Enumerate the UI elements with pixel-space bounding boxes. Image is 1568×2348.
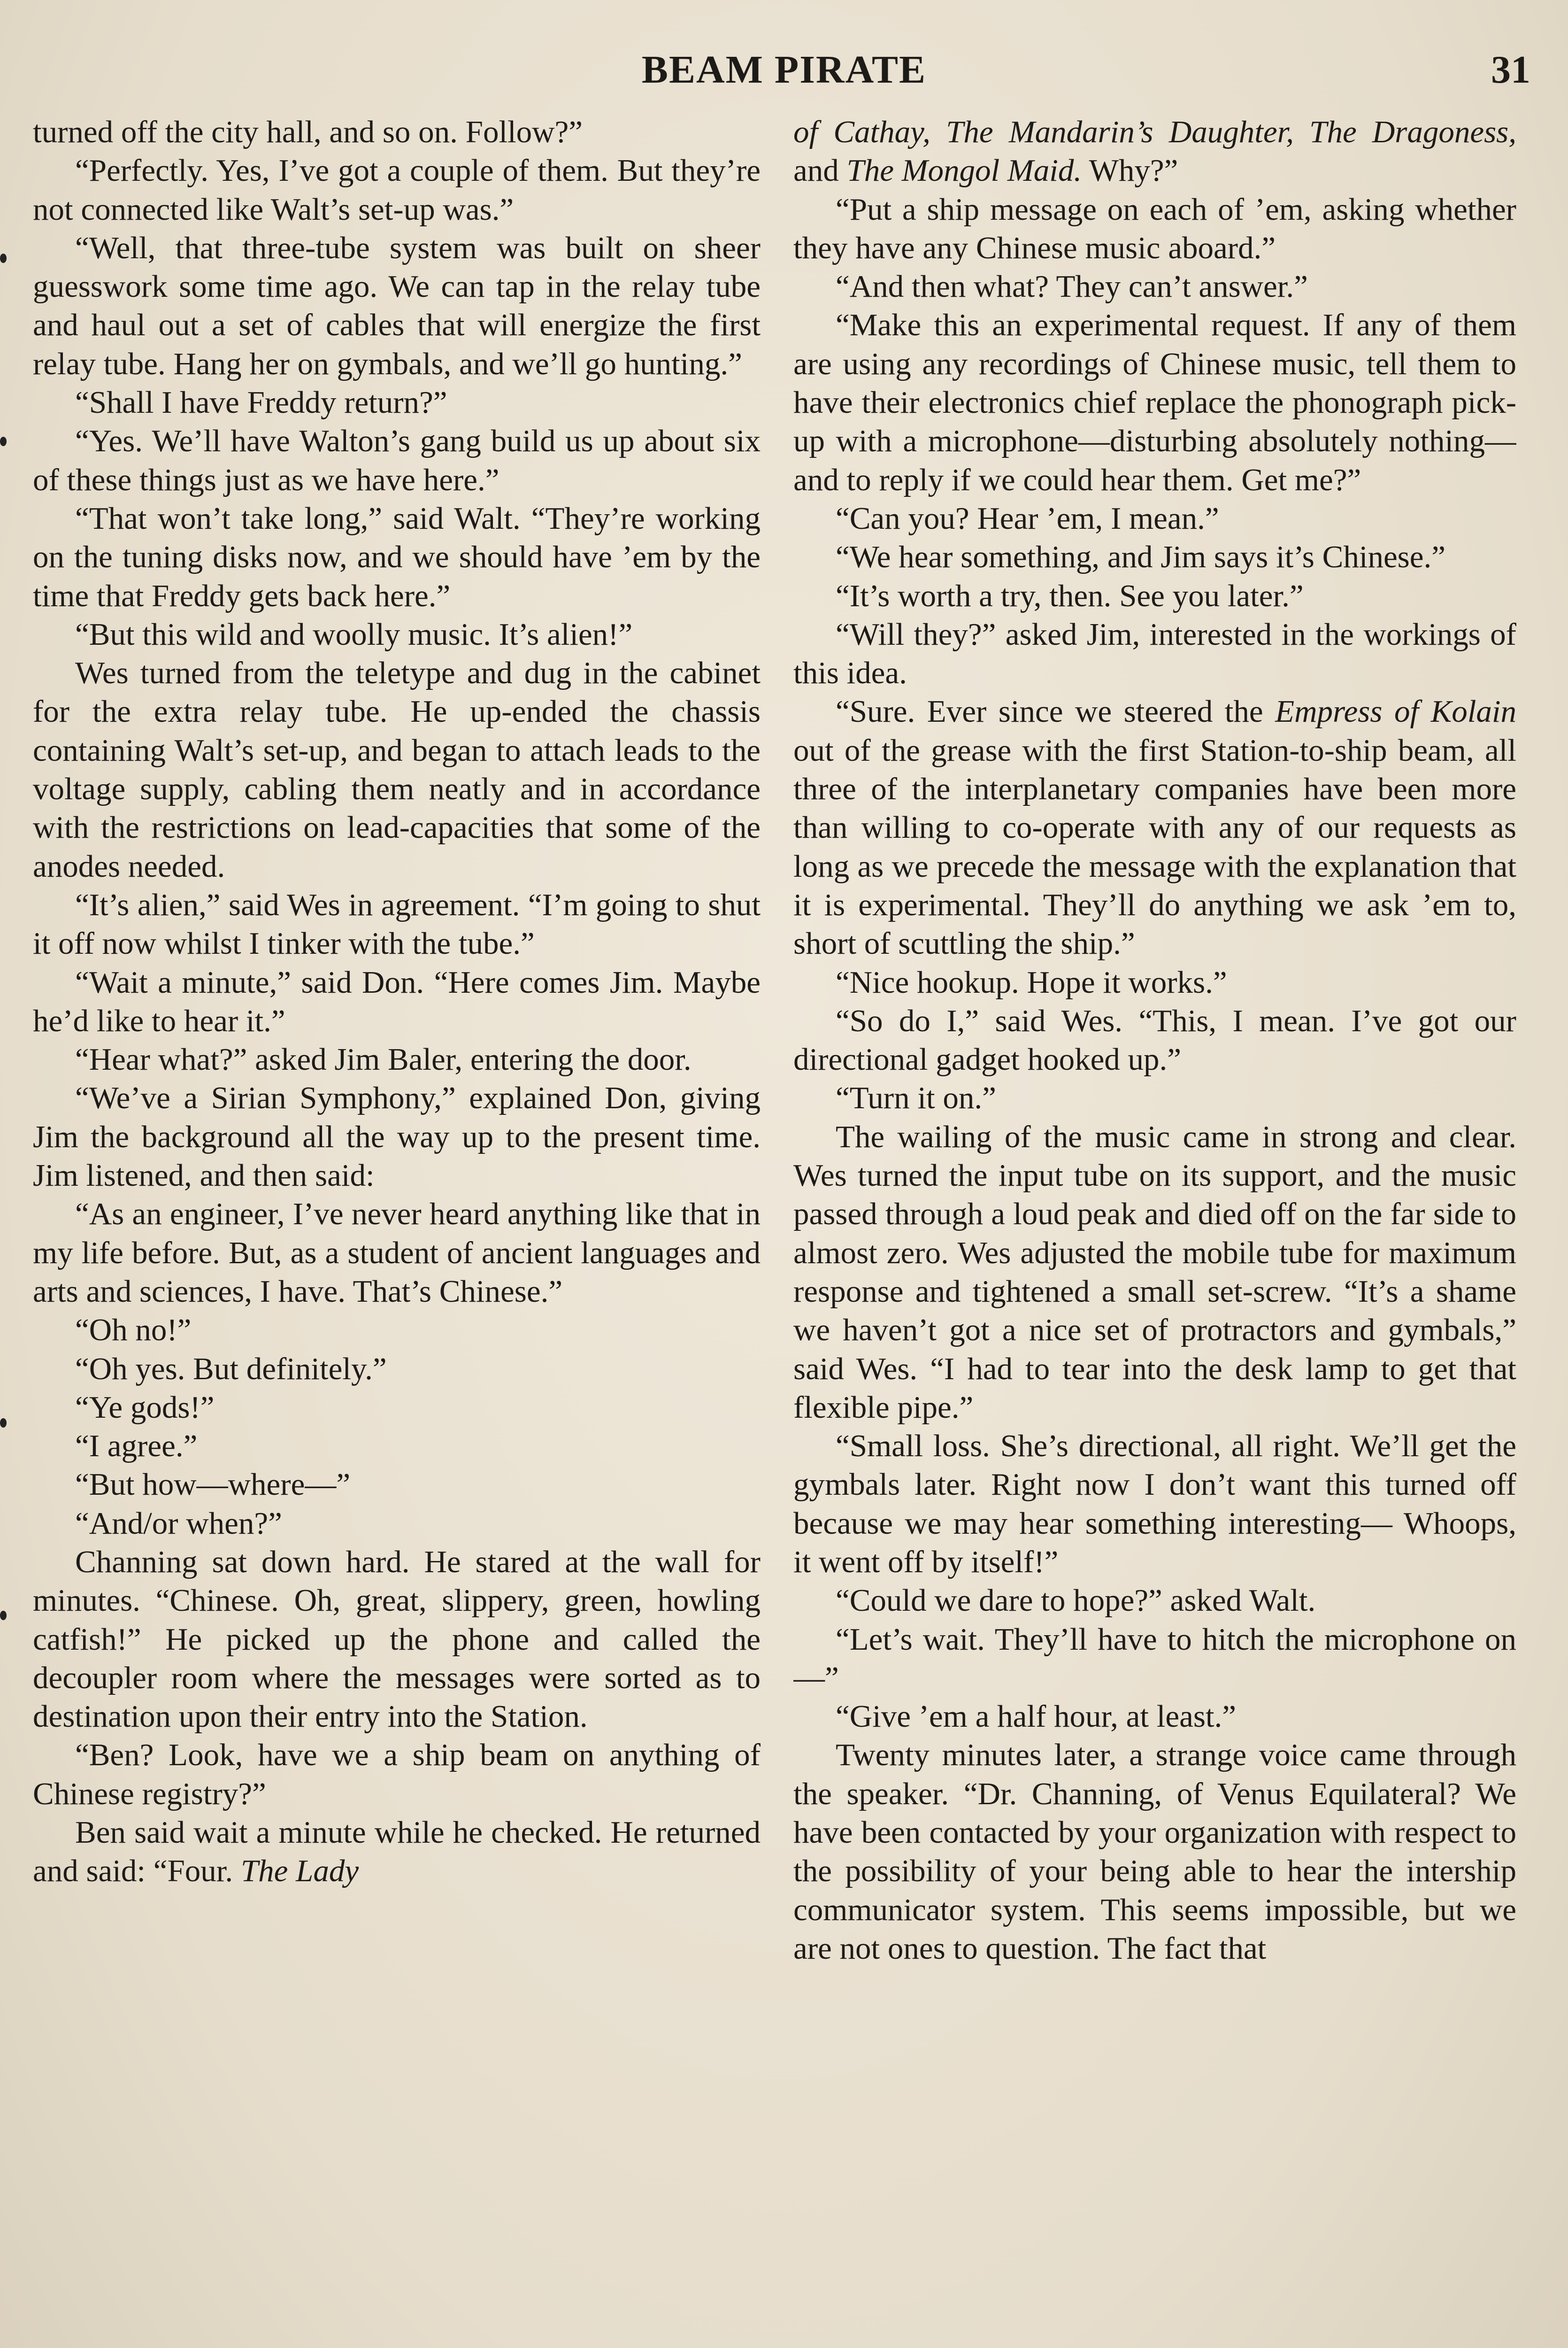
left-column bbox=[33, 113, 761, 2348]
paragraph: “But this wild and woolly music. It’s alien!” bbox=[75, 617, 633, 652]
paragraph: “Wait a minute,” said Don. “Here comes Jim. Maybe he’d like to hear it.” bbox=[33, 965, 761, 1038]
paragraph: “It’s worth a try, then. See you later.” bbox=[836, 578, 1304, 613]
paragraph: Ben said wait a minute while he checked. He returned and said: “Four. The Lady bbox=[33, 1815, 761, 1889]
paragraph: turned off the city hall, and so on. Follow?” bbox=[33, 115, 583, 149]
paragraph: “That won’t take long,” said Walt. “They’re working on the tuning disks now, and we should have ’em by the time that Freddy gets back here.” bbox=[33, 501, 761, 613]
paragraph: “Make this an experimental request. If any of them are using any recordings of Chinese music, tell them to have their electronics chief replace the phonograph pick-up with a microphone—disturbing absolutely nothing—and to reply if we could hear them. Get me?” bbox=[793, 308, 1516, 497]
paragraph: The wailing of the music came in strong and clear. Wes turned the input tube on its support, and the music passed through a loud peak and died off on the far side to almost zero. Wes adjusted the mobile tube for maximum response and tightened a small set-screw. “It’s a shame we haven’t got a nice set of protractors and gymbals,” said Wes. “I had to tear into the desk lamp to get that flexible pipe.” bbox=[793, 1119, 1516, 1425]
paragraph: “Yes. We’ll have Walton’s gang build us up about six of these things just as we have here.” bbox=[33, 424, 761, 497]
margin-mark bbox=[0, 1611, 7, 1620]
paragraph: “Will they?” asked Jim, interested in the workings of this idea. bbox=[793, 617, 1516, 691]
paragraph: “Let’s wait. They’ll have to hitch the microphone on—” bbox=[793, 1622, 1516, 1695]
paragraph: “Ben? Look, have we a ship beam on anything of Chinese registry?” bbox=[33, 1738, 761, 1811]
paragraph: Twenty minutes later, a strange voice came through the speaker. “Dr. Channing, of Venus Equilateral? We have been contacted by your organization with respect to the possibility of your being able to hear the intership communicator system. This seems impossible, but we are not ones to question. The fact that bbox=[793, 1738, 1516, 1966]
paragraph: “Shall I have Freddy return?” bbox=[75, 385, 447, 420]
paragraph: “Small loss. She’s directional, all right. We’ll get the gymbals later. Right now I don’t want this turned off because we may hear something interesting— Whoops, it went off by itself!” bbox=[793, 1429, 1516, 1579]
paragraph: “As an engineer, I’ve never heard anything like that in my life before. But, as a student of ancient languages and arts and sciences, I have. That’s Chinese.” bbox=[33, 1197, 761, 1309]
right-column bbox=[793, 113, 1516, 2348]
paragraph: “Oh no!” bbox=[75, 1313, 192, 1348]
paragraph: “Can you? Hear ’em, I mean.” bbox=[836, 501, 1219, 536]
running-title: BEAM PIRATE bbox=[641, 48, 927, 92]
margin-mark bbox=[0, 1418, 7, 1428]
paragraph: “Turn it on.” bbox=[836, 1081, 996, 1116]
paragraph: “Hear what?” asked Jim Baler, entering the door. bbox=[75, 1042, 692, 1077]
paragraph: of Cathay, The Mandarin’s Daughter, The Dragoness, and The Mongol Maid. Why?” bbox=[793, 115, 1516, 188]
paragraph: “So do I,” said Wes. “This, I mean. I’ve got our directional gadget hooked up.” bbox=[793, 1003, 1516, 1077]
margin-mark bbox=[0, 254, 7, 263]
paragraph: “Give ’em a half hour, at least.” bbox=[836, 1699, 1237, 1734]
paragraph: “We’ve a Sirian Symphony,” explained Don, giving Jim the background all the way up to the present time. Jim listened, and then said: bbox=[33, 1081, 761, 1193]
paragraph: “And then what? They can’t answer.” bbox=[836, 269, 1308, 304]
paragraph: “And/or when?” bbox=[75, 1506, 282, 1541]
paragraph: Channing sat down hard. He stared at the wall for minutes. “Chinese. Oh, great, slippery, green, howling catfish!” He picked up the phone and called the decoupler room where the messages were sorted as to destination upon their entry into the Station. bbox=[33, 1544, 761, 1734]
paragraph: “Oh yes. But definitely.” bbox=[75, 1351, 387, 1386]
margin-mark bbox=[0, 437, 7, 446]
paragraph: “Well, that three-tube system was built on sheer guesswork some time ago. We can tap in the relay tube and haul out a set of cables that will energize the first relay tube. Hang her on gymbals, and we’ll go hunting.” bbox=[33, 230, 761, 381]
page-number: 31 bbox=[1491, 48, 1530, 92]
running-header bbox=[28, 47, 1540, 108]
paragraph: “It’s alien,” said Wes in agreement. “I’m going to shut it off now whilst I tinker with the tube.” bbox=[33, 887, 761, 961]
paragraph: “We hear something, and Jim says it’s Chinese.” bbox=[836, 540, 1445, 575]
paragraph: “Ye gods!” bbox=[75, 1390, 215, 1425]
paragraph: “Nice hookup. Hope it works.” bbox=[836, 965, 1227, 1000]
paragraph: “Perfectly. Yes, I’ve got a couple of them. But they’re not connected like Walt’s set-up was.” bbox=[33, 153, 761, 227]
paragraph: “I agree.” bbox=[75, 1429, 198, 1464]
paragraph: “But how—where—” bbox=[75, 1467, 351, 1502]
paragraph: Wes turned from the teletype and dug in the cabinet for the extra relay tube. He up-ended the chassis containing Walt’s set-up, and began to attach leads to the voltage supply, cabling them neatly and in accordance with the restrictions on lead-capacities that some of the anodes needed. bbox=[33, 656, 761, 884]
paragraph: “Put a ship message on each of ’em, asking whether they have any Chinese music aboard.” bbox=[793, 192, 1516, 265]
paragraph: “Could we dare to hope?” asked Walt. bbox=[836, 1583, 1316, 1618]
paragraph: “Sure. Ever since we steered the Empress of Kolain out of the grease with the first Station-to-ship beam, all three of the interplanetary companies have been more than willing to co-operate with any of our requests as long as we precede the message with the explanation that it is experimental. They’ll do anything we ask ’em to, short of scuttling the ship.” bbox=[793, 694, 1516, 961]
